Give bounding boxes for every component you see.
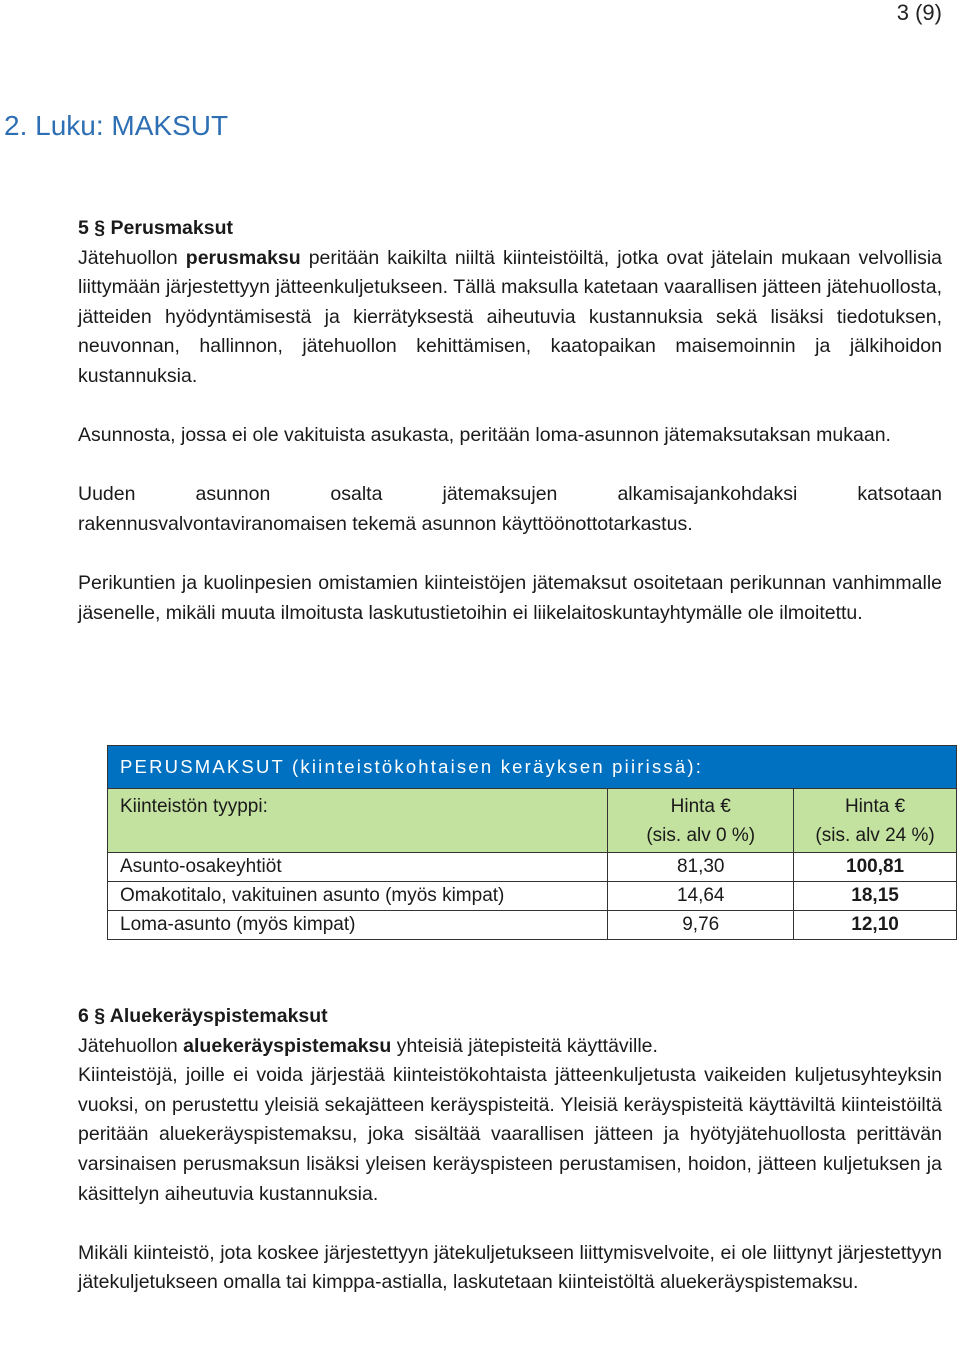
header-property-type [108,789,608,853]
fee-table-title-row [108,746,957,789]
section-5-paragraph-2: Asunnosta, jossa ei ole vakituista asukasta, peritään loma-asunnon jätemaksutaksan mukaan. [78,424,891,447]
header-price-ex-line2: (sis. alv 0 %) [646,825,756,846]
table-row [108,911,957,940]
section-6-heading: 6 § Aluekeräyspistemaksut [78,1005,328,1027]
section-5-p1-text-a: Jätehuollon [78,246,186,269]
section-5-heading: 5 § Perusmaksut [78,217,234,239]
section-5-p1-text-b: peritään kaikilta niiltä kiinteistöiltä, jotka ovat jätelain mukaan velvollisia liittymään järjestettyyn jätteenkuljetukseen. Tällä maksulla katetaan vaarallisen jätteen jätehuollosta, jätteiden hyödyntämisestä ja kierrätyksestä aiheutuvia kustannuksia sekä lisäksi tiedotuksen, neuvonnan, hallinnon, jätehuollon kehittämisen, kaatopaikan maisemoinnin ja jälkihoidon kustannuksia. [78,246,942,387]
page-number: 3 (9) [896,0,942,25]
section-6-p1-bold: aluekeräyspistemaksu [183,1034,392,1057]
chapter-title: 2. Luku: MAKSUT [4,110,229,141]
table-row [108,853,957,882]
section-5-p1-bold: perusmaksu [185,246,301,269]
row-price-ex-vat: 81,30 [608,853,794,882]
row-price-ex-vat: 14,64 [608,882,794,911]
header-price-ex-vat [608,789,794,853]
row-property-type: Asunto-osakeyhtiöt [108,853,608,882]
row-price-ex-vat: 9,76 [608,911,794,940]
row-property-type: Loma-asunto (myös kimpat) [108,911,608,940]
section-6-p1-text-a: Jätehuollon [78,1034,184,1057]
section-5-paragraph-3: Uuden asunnon osalta jätemaksujen alkamisajankohdaksi katsotaan rakennusvalvontaviranomaisen tekemä asunnon käyttöönottotarkastus. [78,483,942,535]
section-6 [78,1002,942,1298]
section-6-paragraph-2: Kiinteistöjä, joille ei voida järjestää kiinteistökohtaista jätteenkuljetusta vaikeiden kuljetusyhteyksin vuoksi, on perustettu yleisiä sekajätteen keräyspisteitä. Yleisiä keräyspisteitä käyttäviltä kiinteistöiltä peritään aluekeräyspistemaksu, joka sisältää vaarallisen jätteen ja hyötyjätehuollosta perittävän varsinaisen perusmaksun lisäksi yleisen keräyspisteen perustamisen, hoidon, jätteen kuljetuksen ja käsittelyn aiheutuvia kustannuksia. [78,1064,942,1205]
section-5-paragraph-1 [78,244,942,392]
row-price-inc-vat: 100,81 [794,853,957,882]
table-row [108,882,957,911]
section-6-p1-text-b: yhteisiä jätepisteitä käyttäville. [391,1034,658,1057]
fee-table-title: PERUSMAKSUT (kiinteistökohtaisen keräyksen piirissä): [108,746,957,789]
section-5 [78,214,942,628]
row-price-inc-vat: 18,15 [794,882,957,911]
fee-table [107,745,957,940]
section-6-paragraph-3: Mikäli kiinteistö, jota koskee järjestettyyn jätekuljetukseen liittymisvelvoite, ei ole liittynyt järjestettyyn jätekuljetukseen omalla tai kimppa-astialla, laskutetaan kiinteistöltä aluekeräyspistemaksu. [78,1241,942,1294]
section-5-paragraph-4: Perikuntien ja kuolinpesien omistamien kiinteistöjen jätemaksut osoitetaan perikunnan vanhimmalle jäsenelle, mikäli muuta ilmoitusta laskutustietoihin ei liikelaitoskuntayhtymälle ole ilmoitettu. [78,572,942,624]
section-6-paragraph-1 [78,1032,942,1062]
header-price-ex-line1: Hinta € [670,796,731,817]
fee-table-header-row [108,789,957,853]
header-property-type-text: Kiinteistön tyyppi: [120,796,268,817]
header-price-inc-line1: Hinta € [844,796,906,817]
header-price-inc-vat [794,789,957,853]
row-property-type: Omakotitalo, vakituinen asunto (myös kimpat) [108,882,608,911]
row-price-inc-vat: 12,10 [794,911,957,940]
header-price-inc-line2: (sis. alv 24 %) [815,825,935,846]
